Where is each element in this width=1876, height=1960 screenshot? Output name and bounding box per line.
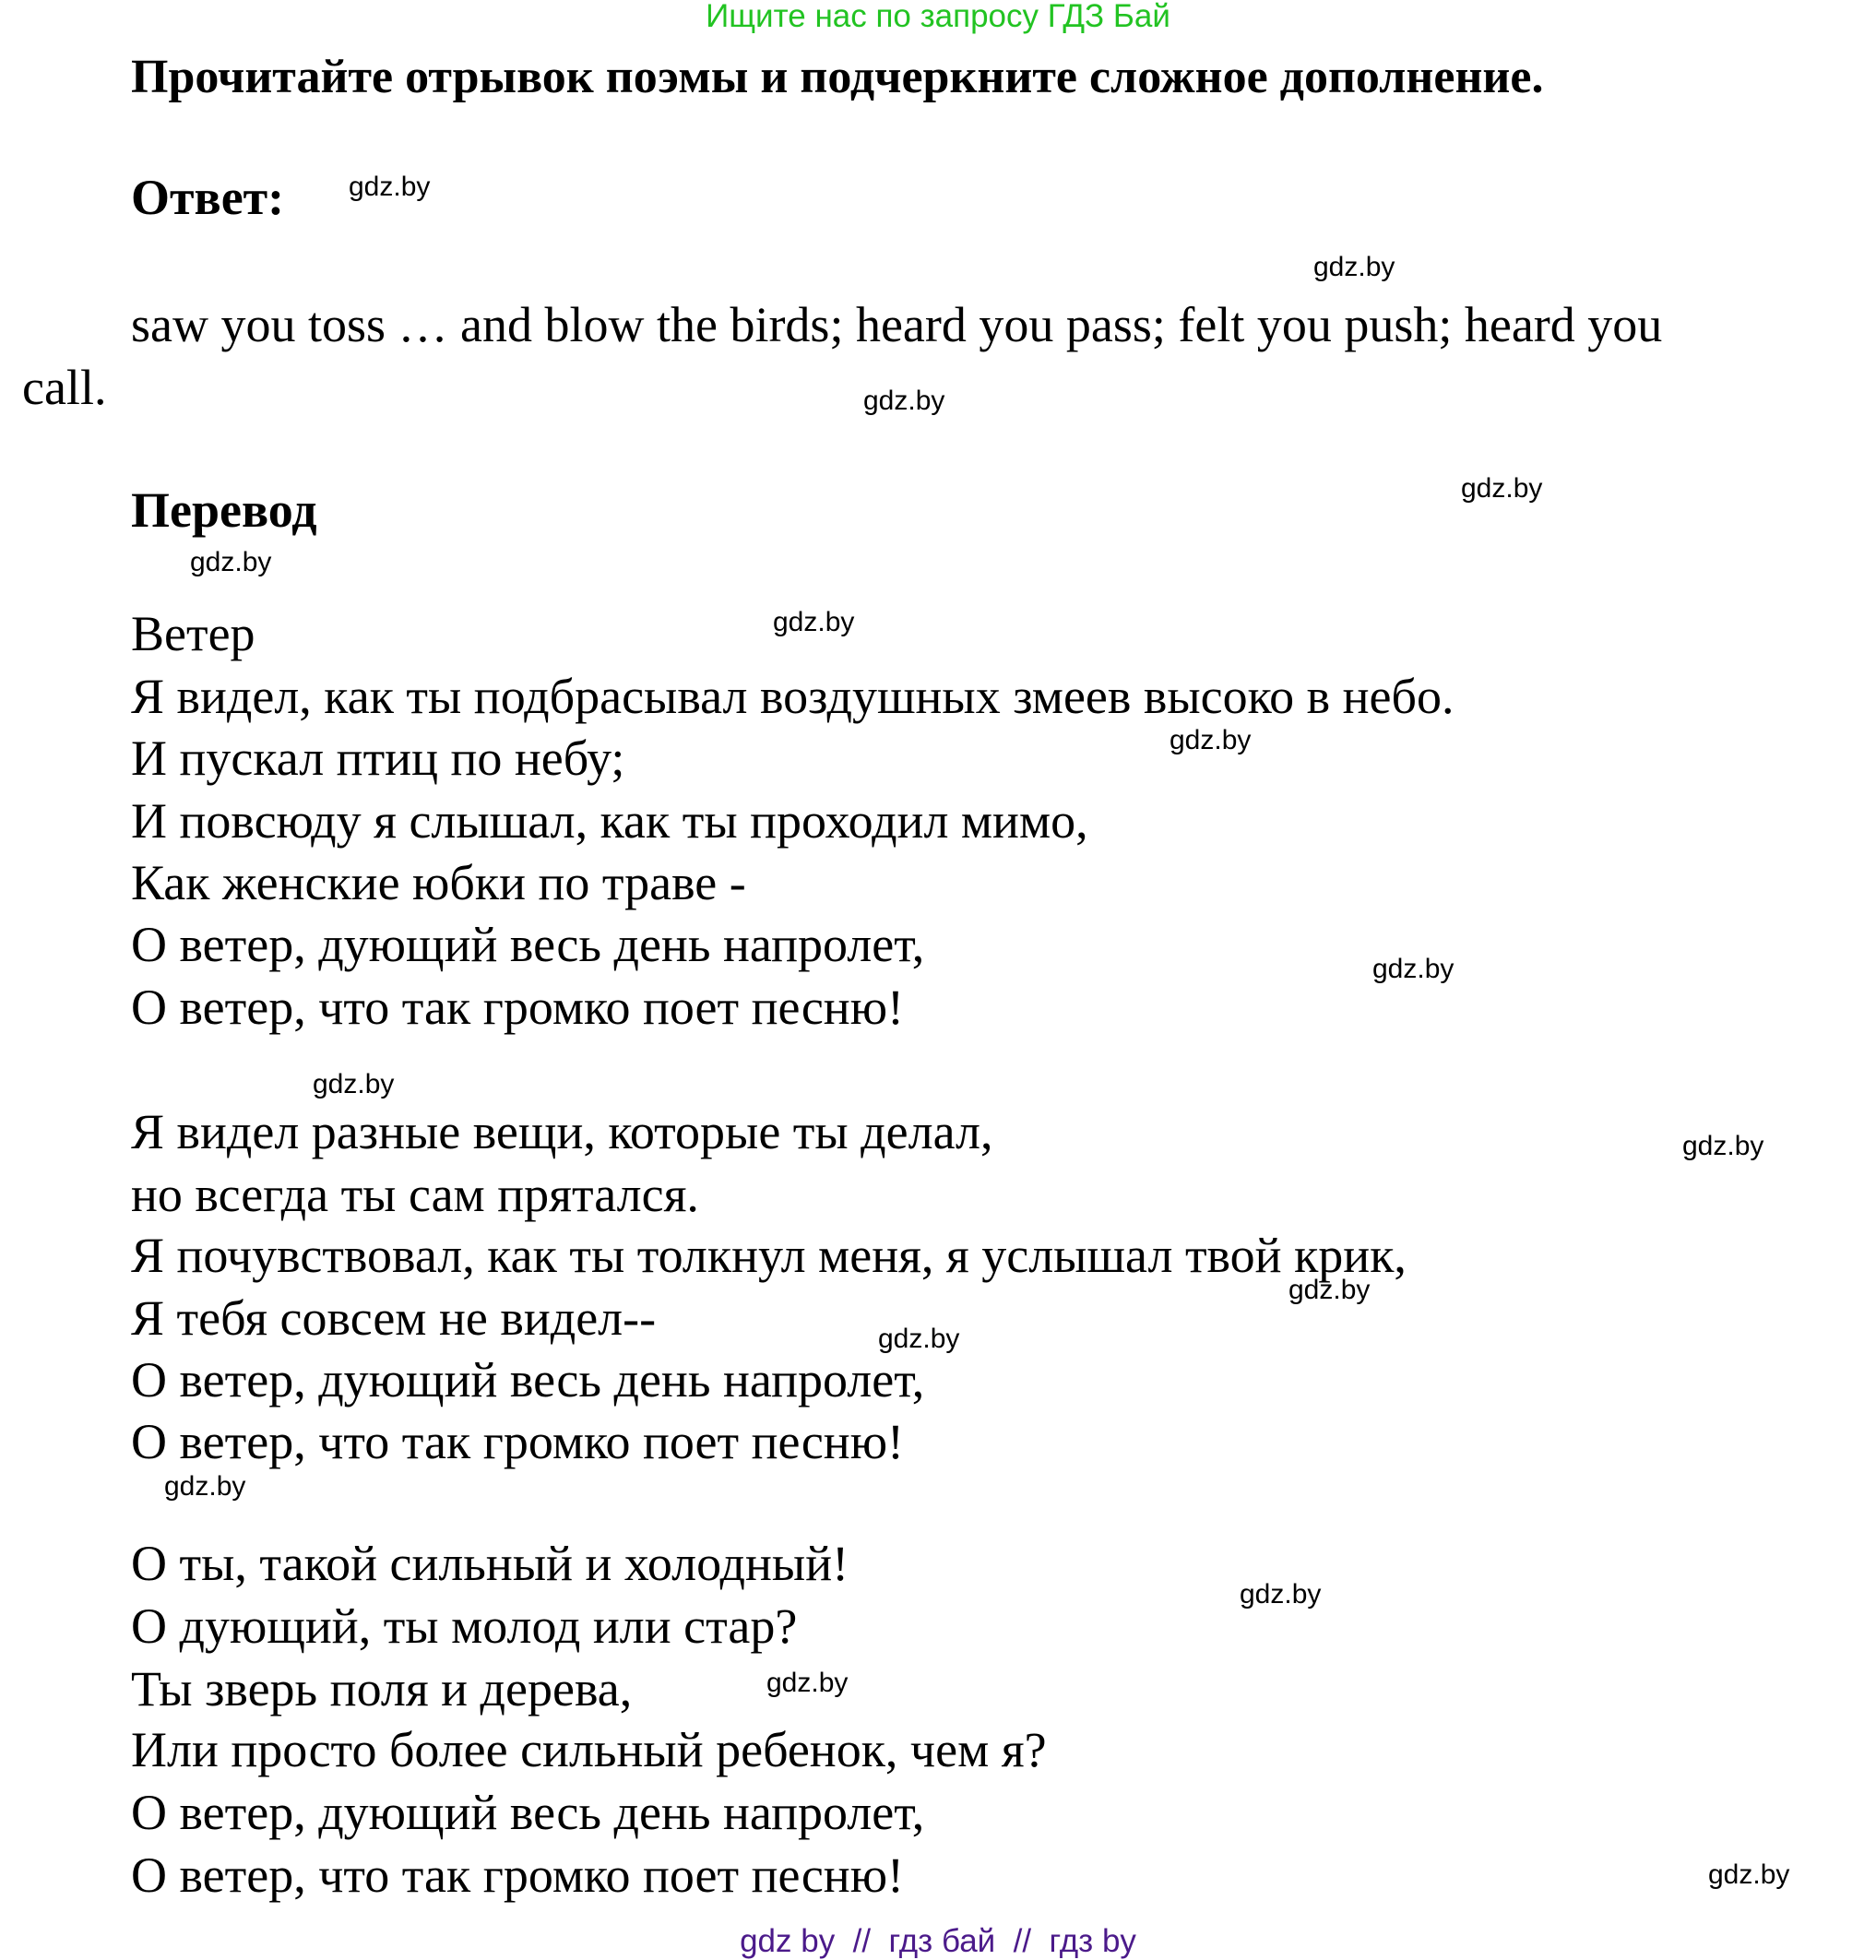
answer-heading: Ответ: xyxy=(131,170,285,225)
poem-line: О ветер, дующий весь день напролет, xyxy=(131,1785,925,1840)
watermark: gdz.by xyxy=(1313,252,1395,282)
poem-line: Ты зверь поля и дерева, xyxy=(131,1661,633,1716)
watermark: gdz.by xyxy=(1708,1859,1790,1890)
header-banner: Ищите нас по запросу ГДЗ Бай xyxy=(706,0,1170,34)
watermark: gdz.by xyxy=(863,386,945,416)
poem-line: О дующий, ты молод или стар? xyxy=(131,1598,798,1654)
watermark: gdz.by xyxy=(878,1324,960,1354)
watermark: gdz.by xyxy=(766,1668,849,1698)
poem-line: Или просто более сильный ребенок, чем я? xyxy=(131,1722,1047,1777)
watermark: gdz.by xyxy=(773,607,855,637)
translation-heading: Перевод xyxy=(131,482,317,538)
watermark: gdz.by xyxy=(349,172,431,202)
poem-line: Ветер xyxy=(131,606,255,661)
poem-line: О ты, такой сильный и холодный! xyxy=(131,1536,849,1591)
poem-line: О ветер, дующий весь день напролет, xyxy=(131,917,925,972)
poem-line: О ветер, что так громко поет песню! xyxy=(131,1414,905,1469)
poem-line: Я почувствовал, как ты толкнул меня, я услышал твой крик, xyxy=(131,1228,1407,1283)
poem-line: Я видел, как ты подбрасывал воздушных змеев высоко в небо. xyxy=(131,669,1454,724)
answer-text-line-1: saw you toss … and blow the birds; heard you pass; felt you push; heard you xyxy=(131,297,1663,352)
poem-line: И повсюду я слышал, как ты проходил мимо, xyxy=(131,793,1088,849)
watermark: gdz.by xyxy=(1372,954,1454,984)
poem-line: но всегда ты сам прятался. xyxy=(131,1167,699,1222)
watermark: gdz.by xyxy=(1288,1275,1371,1305)
poem-line: И пускал птиц по небу; xyxy=(131,731,625,786)
watermark: gdz.by xyxy=(313,1069,395,1099)
poem-line: Как женские юбки по траве - xyxy=(131,855,746,910)
watermark: gdz.by xyxy=(164,1471,246,1502)
poem-line: Я видел разные вещи, которые ты делал, xyxy=(131,1104,993,1159)
poem-line: О ветер, дующий весь день напролет, xyxy=(131,1352,925,1408)
watermark: gdz.by xyxy=(1240,1579,1322,1610)
poem-line: О ветер, что так громко поет песню! xyxy=(131,980,905,1035)
poem-line: О ветер, что так громко поет песню! xyxy=(131,1847,905,1903)
poem-line: Я тебя совсем не видел-- xyxy=(131,1290,657,1346)
footer-links: gdz by // гдз бай // гдз by xyxy=(740,1923,1136,1959)
watermark: gdz.by xyxy=(1682,1131,1764,1161)
watermark: gdz.by xyxy=(1170,725,1252,755)
watermark: gdz.by xyxy=(1461,473,1543,504)
watermark: gdz.by xyxy=(190,547,272,577)
task-title: Прочитайте отрывок поэмы и подчеркните сложное дополнение. xyxy=(131,51,1544,103)
answer-text-line-2: call. xyxy=(22,360,107,415)
